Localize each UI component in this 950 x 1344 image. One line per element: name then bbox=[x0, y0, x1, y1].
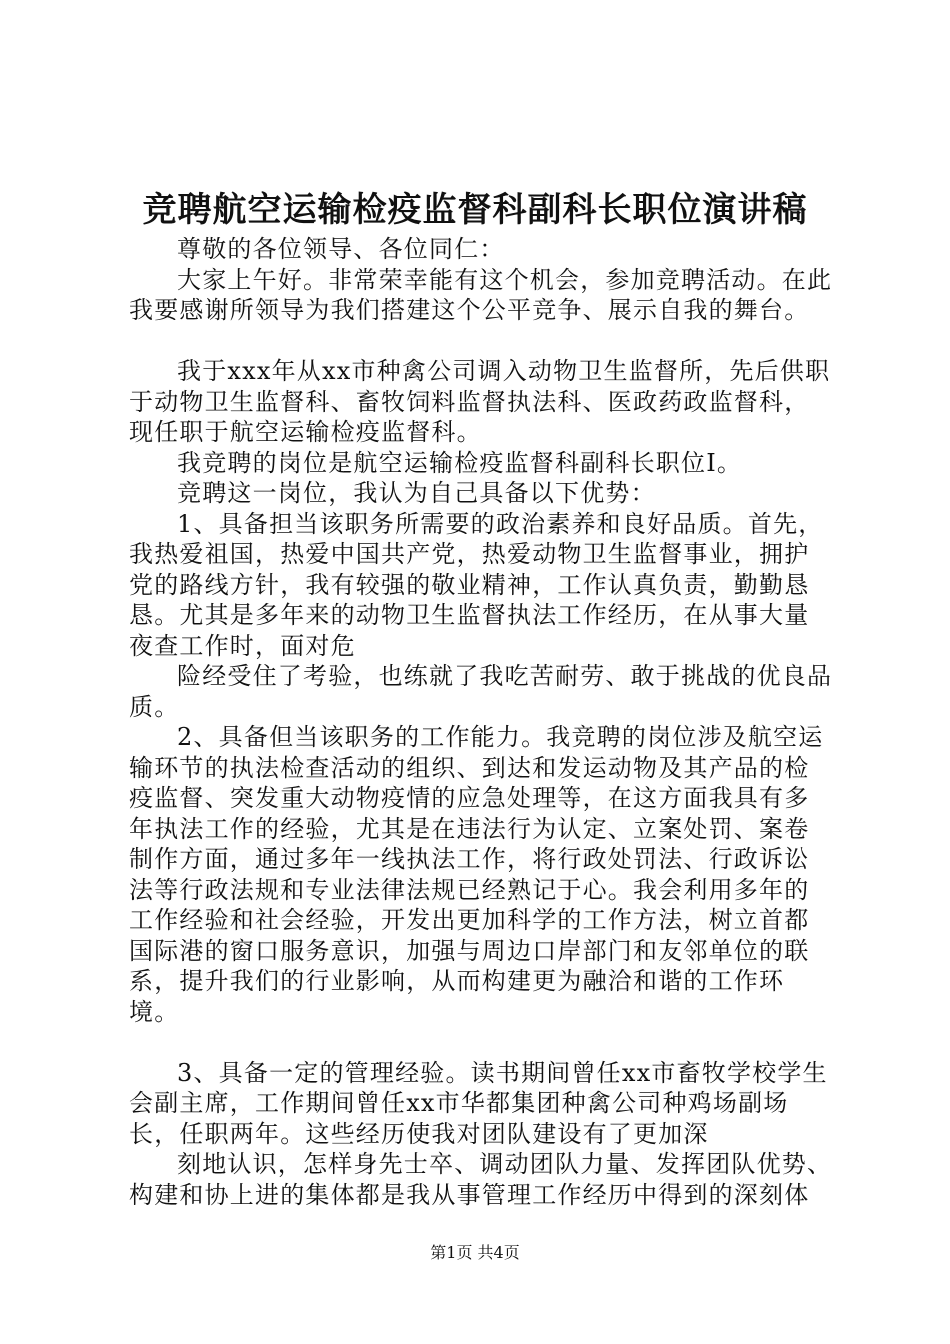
document-body bbox=[129, 234, 834, 1210]
salutation-paragraph: 尊敬的各位领导、各位同仁： bbox=[177, 235, 505, 263]
advantage-1-continued-paragraph: 险经受住了考验，也练就了我吃苦耐劳、敢于挑战的优良品质。 bbox=[129, 662, 833, 721]
advantage-3-continued-paragraph: 刻地认识，怎样身先士卒、调动团队力量、发挥团队优势、构建和协上进的集体都是我从事管理工作经历中得到的深刻体 bbox=[129, 1150, 833, 1209]
background-paragraph: 我于xxx年从xx市种禽公司调入动物卫生监督所，先后供职于动物卫生监督科、畜牧饲料监督执法科、医政药政监督科，现任职于航空运输检疫监督科。 bbox=[129, 357, 831, 446]
position-paragraph: 我竞聘的岗位是航空运输检疫监督科副科长职位Ⅰ。 bbox=[177, 448, 743, 477]
advantage-3-paragraph: 3、具备一定的管理经验。读书期间曾任xx市畜牧学校学生会副主席，工作期间曾任xx市华都集团种禽公司种鸡场副场长，任职两年。这些经历使我对团队建设有了更加深 bbox=[129, 1058, 828, 1148]
document-title: 竞聘航空运输检疫监督科副科长职位演讲稿 bbox=[142, 190, 808, 230]
advantages-intro-paragraph: 竞聘这一岗位，我认为自己具备以下优势： bbox=[177, 479, 656, 507]
paragraph-spacer bbox=[129, 326, 834, 357]
paragraph-spacer bbox=[129, 1027, 834, 1058]
advantage-1-paragraph: 1、具备担当该职务所需要的政治素养和良好品质。首先，我热爱祖国，热爱中国共产党，热爱动物卫生监督事业，拥护党的路线方针，我有较强的敬业精神，工作认真负责，勤勤恳恳。尤其是多年来的动物卫生监督执法工作经历，在从事大量夜查工作时，面对危 bbox=[129, 509, 824, 660]
page-footer: 第1页 共4页 bbox=[430, 1243, 520, 1262]
greeting-paragraph: 大家上午好。非常荣幸能有这个机会，参加竞聘活动。在此我要感谢所领导为我们搭建这个公平竞争、展示自我的舞台。 bbox=[129, 265, 833, 324]
advantage-2-paragraph: 2、具备但当该职务的工作能力。我竞聘的岗位涉及航空运输环节的执法检查活动的组织、到达和发运动物及其产品的检疫监督、突发重大动物疫情的应急处理等，在这方面我具有多年执法工作的经验，尤其是在违法行为认定、立案处罚、案卷制作方面，通过多年一线执法工作，将行政处罚法、行政诉讼法等行政法规和专业法律法规已经熟记于心。我会利用多年的工作经验和社会经验，开发出更加科学的工作方法，树立首都国际港的窗口服务意识，加强与周边口岸部门和友邻单位的联系，提升我们的行业影响，从而构建更为融洽和谐的工作环境。 bbox=[129, 723, 824, 1026]
